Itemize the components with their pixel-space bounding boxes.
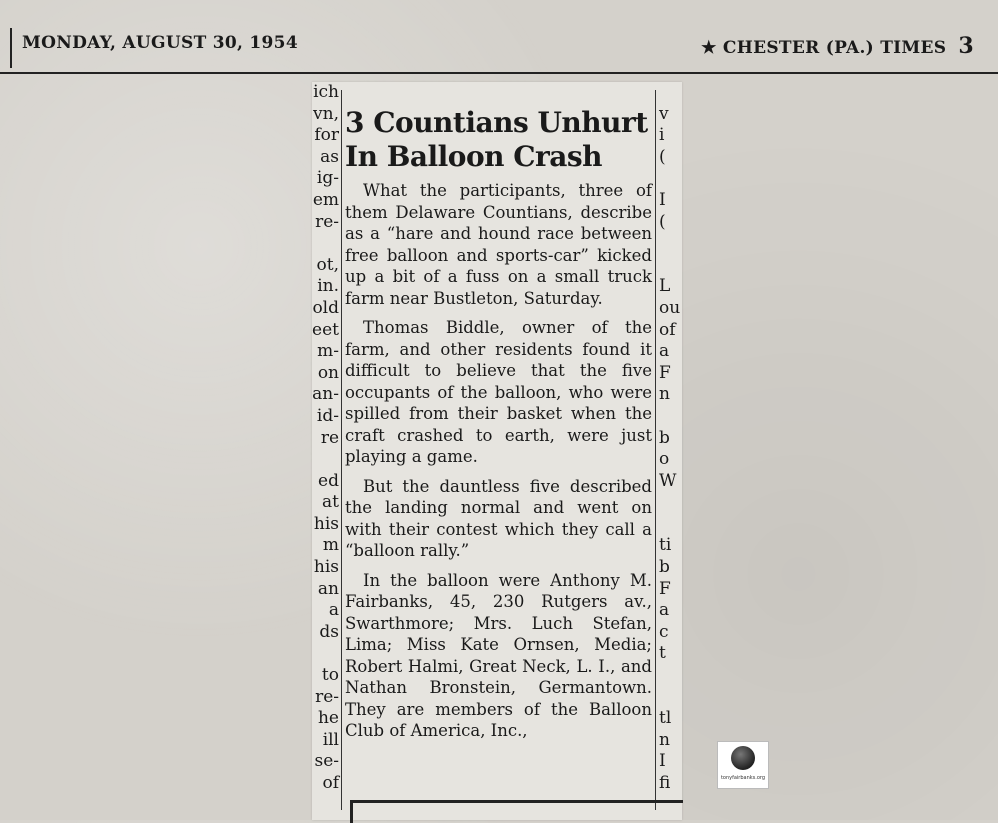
fragment-line: ou — [659, 297, 681, 318]
fragment-line: I — [659, 189, 666, 210]
fragment-line: on — [317, 362, 339, 383]
fragment-line — [659, 406, 681, 428]
fragment-line: re- — [315, 686, 339, 707]
fragment-line: ti — [659, 535, 672, 556]
fragment-line: for — [314, 125, 339, 146]
fragment-line: m — [322, 535, 339, 556]
fragment-line: ich — [313, 82, 339, 102]
fragment-line — [312, 449, 339, 471]
fragment-line — [659, 233, 681, 255]
fragment-line: I — [659, 751, 666, 772]
fragment-line — [312, 233, 339, 255]
logo-text: tonyfairbanks.org — [720, 775, 766, 781]
fragment-line: o — [659, 449, 670, 470]
masthead-date: MONDAY, AUGUST 30, 1954 — [22, 33, 298, 53]
fragment-line: ill — [322, 729, 339, 750]
fragment-line: a — [659, 600, 670, 621]
fragment-line: b — [659, 557, 670, 578]
fragment-line: vn, — [313, 103, 339, 124]
fragment-line: tl — [659, 708, 672, 729]
fragment-line: eet — [312, 319, 339, 340]
fragment-line: F — [659, 362, 671, 383]
fragment-line: v — [659, 103, 669, 124]
fragment-line: of — [322, 773, 339, 793]
fragment-line: to — [321, 665, 339, 686]
article-headline — [345, 106, 652, 174]
fragment-line: se- — [314, 751, 339, 772]
column-rule-right — [655, 90, 656, 810]
article — [345, 106, 652, 750]
fragment-line — [659, 687, 681, 709]
fragment-line: id- — [316, 405, 339, 426]
left-column-fragment — [312, 82, 339, 793]
fragment-line: i — [659, 125, 665, 146]
fragment-line: fi — [659, 773, 671, 793]
fragment-line: re- — [315, 211, 339, 232]
fragment-line: ds — [319, 621, 339, 642]
next-article-box-edge — [350, 800, 683, 823]
masthead — [0, 0, 998, 74]
article-paragraph-3: But the dauntless five described the landing normal and went on with their contest which they call a “balloon rally.” — [345, 476, 652, 560]
site-logo — [717, 741, 769, 789]
fragment-line: em — [312, 189, 339, 210]
fragment-line — [659, 82, 681, 104]
fragment-line: n — [659, 729, 670, 750]
newspaper-clipping — [312, 82, 682, 820]
fragment-line — [659, 665, 681, 687]
column-rule-left — [341, 90, 342, 810]
fragment-line: c — [659, 621, 669, 642]
masthead-edge-rule — [10, 28, 12, 68]
fragment-line: ed — [318, 470, 339, 491]
fragment-line: an — [317, 578, 339, 599]
fragment-line: F — [659, 578, 671, 599]
fragment-line: a — [659, 341, 670, 362]
fragment-line: W — [659, 470, 677, 491]
fragment-line: an- — [312, 384, 339, 405]
fragment-line: of — [659, 319, 676, 340]
fragment-line: re — [320, 427, 339, 448]
fragment-line: at — [322, 492, 339, 513]
masthead-page-number: 3 — [958, 33, 974, 59]
fragment-line: b — [659, 427, 670, 448]
balloon-globe-icon — [731, 746, 755, 770]
fragment-line: as — [320, 146, 339, 167]
fragment-line: he — [317, 708, 339, 729]
article-paragraph-4: In the balloon were Anthony M. Fairbanks, 45, 230 Rutgers av., Swarthmore; Mrs. Luch Stefan, Lima; Miss Kate Ornsen, Media; Robert Halmi, Great Neck, L. I., and Nathan Bronstein, Germantown. They are members of the Balloon Club of America, Inc., — [345, 570, 652, 740]
masthead-paper-name: ★ CHESTER (PA.) TIMES — [701, 38, 947, 58]
fragment-line: ( — [659, 146, 666, 167]
article-paragraph-2: Thomas Biddle, owner of the farm, and other residents found it difficult to believe that the five occupants of the balloon, who were spilled from their basket when the craft crashed to earth, were just playing a game. — [345, 318, 652, 466]
fragment-line: his — [313, 557, 339, 578]
fragment-line — [659, 168, 681, 190]
fragment-line — [312, 643, 339, 665]
fragment-line: ig- — [316, 168, 339, 189]
fragment-line: ot, — [316, 254, 339, 275]
headline-line-2: In Balloon Crash — [345, 140, 603, 173]
fragment-line: t — [659, 643, 666, 664]
right-column-fragment — [659, 82, 681, 793]
fragment-line: m- — [317, 341, 339, 362]
fragment-line: a — [328, 600, 339, 621]
fragment-line — [659, 492, 681, 514]
fragment-line: old — [312, 297, 339, 318]
masthead-paper — [701, 33, 974, 59]
fragment-line — [659, 255, 681, 277]
article-paragraph-1: What the participants, three of them Delaware Countians, describe as a “hare and hound race between free balloon and sports-car” kicked up a bit of a fuss on a small truck farm near Bustleton, Saturday. — [345, 181, 652, 308]
fragment-line: L — [659, 276, 671, 297]
fragment-line: ( — [659, 211, 666, 232]
fragment-line: his — [313, 513, 339, 534]
fragment-line: n — [659, 384, 670, 405]
headline-line-1: 3 Countians Unhurt — [345, 106, 648, 139]
fragment-line — [659, 514, 681, 536]
fragment-line: in. — [317, 276, 339, 297]
